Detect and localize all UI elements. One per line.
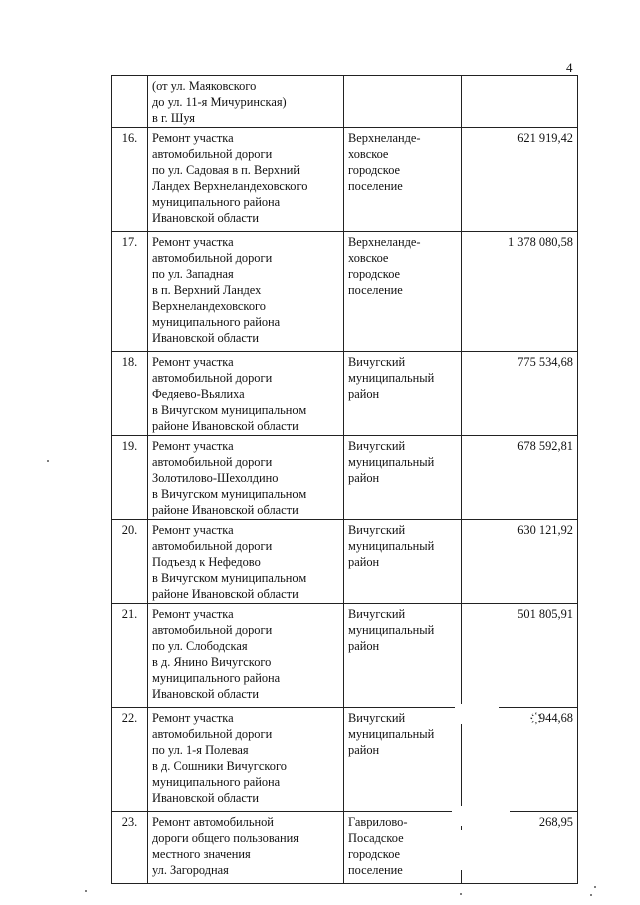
scan-blot xyxy=(452,806,510,826)
description-line: Ивановской области xyxy=(152,791,259,805)
description-line: Ремонт участка xyxy=(152,711,234,725)
amount: ҉ 944,68 xyxy=(462,708,578,812)
description-line: Ивановской области xyxy=(152,211,259,225)
row-number: 19. xyxy=(112,436,148,520)
description-line: районе Ивановской области xyxy=(152,587,299,601)
description-line: Ремонт участка xyxy=(152,355,234,369)
row-number: 20. xyxy=(112,520,148,604)
description-line: Ландех Верхнеландеховского xyxy=(152,179,308,193)
table-row xyxy=(112,352,578,436)
recipient-line: Вичугский xyxy=(348,607,406,621)
description-line: местного значения xyxy=(152,847,251,861)
scan-speck xyxy=(47,460,49,462)
description-line: в д. Сошники Вичугского xyxy=(152,759,287,773)
work-description xyxy=(148,232,344,352)
amount: 501 805,91 xyxy=(462,604,578,708)
recipient-line: городское xyxy=(348,847,401,861)
recipient-line: район xyxy=(348,555,380,569)
scan-speck xyxy=(594,886,596,888)
table-row xyxy=(112,232,578,352)
description-line: муниципального района xyxy=(152,195,281,209)
recipient xyxy=(344,436,462,520)
amount: 630 121,92 xyxy=(462,520,578,604)
description-line: дороги общего пользования xyxy=(152,831,299,845)
work-description xyxy=(148,604,344,708)
table-row xyxy=(112,128,578,232)
work-description xyxy=(148,352,344,436)
description-line: автомобильной дороги xyxy=(152,727,273,741)
recipient-line: Посадское xyxy=(348,831,404,845)
description-line: Ремонт участка xyxy=(152,131,234,145)
description-line: по ул. Садовая в п. Верхний xyxy=(152,163,301,177)
recipient xyxy=(344,76,462,128)
recipient-line: городское xyxy=(348,267,401,281)
work-description xyxy=(148,436,344,520)
row-number: 18. xyxy=(112,352,148,436)
amount: 678 592,81 xyxy=(462,436,578,520)
description-line: автомобильной дороги xyxy=(152,539,273,553)
recipient xyxy=(344,352,462,436)
amount: 621 919,42 xyxy=(462,128,578,232)
description-line: районе Ивановской области xyxy=(152,503,299,517)
description-line: ул. Загородная xyxy=(152,863,229,877)
description-line: в Вичугском муниципальном xyxy=(152,571,307,585)
page-number: 4 xyxy=(566,60,573,75)
row-number: 23. xyxy=(112,812,148,884)
recipient-line: Вичугский xyxy=(348,439,406,453)
recipient xyxy=(344,520,462,604)
description-line: по ул. 1-я Полевая xyxy=(152,743,249,757)
work-description xyxy=(148,128,344,232)
table-row xyxy=(112,520,578,604)
recipient-line: Верхнеланде- xyxy=(348,235,421,249)
description-line: Ремонт участка xyxy=(152,523,234,537)
description-line: автомобильной дороги xyxy=(152,455,273,469)
recipient-line: муниципальный xyxy=(348,623,435,637)
recipient-line: Вичугский xyxy=(348,711,406,725)
table-row xyxy=(112,708,578,812)
amount: 268,95 xyxy=(462,812,578,884)
description-line: автомобильной дороги xyxy=(152,147,273,161)
amount: 1 378 080,58 xyxy=(462,232,578,352)
description-line: до ул. 11-я Мичуринская) xyxy=(152,95,287,109)
recipient-line: муниципальный xyxy=(348,727,435,741)
recipient-line: район xyxy=(348,743,380,757)
work-description xyxy=(148,76,344,128)
row-number: 16. xyxy=(112,128,148,232)
recipient xyxy=(344,128,462,232)
table-row xyxy=(112,604,578,708)
work-description xyxy=(148,812,344,884)
description-line: в Вичугском муниципальном xyxy=(152,403,307,417)
description-line: Ремонт участка xyxy=(152,235,234,249)
recipient-line: Гаврилово- xyxy=(348,815,408,829)
row-number xyxy=(112,76,148,128)
table-row xyxy=(112,436,578,520)
description-line: Верхнеландеховского xyxy=(152,299,266,313)
work-description xyxy=(148,708,344,812)
recipient-line: Верхнеланде- xyxy=(348,131,421,145)
table-row xyxy=(112,76,578,128)
description-line: в Вичугском муниципальном xyxy=(152,487,307,501)
description-line: автомобильной дороги xyxy=(152,371,273,385)
recipient xyxy=(344,604,462,708)
recipient-line: Вичугский xyxy=(348,355,406,369)
description-line: Ремонт участка xyxy=(152,439,234,453)
amount xyxy=(462,76,578,128)
description-line: Ремонт автомобильной xyxy=(152,815,274,829)
recipient xyxy=(344,812,462,884)
recipient-line: ховское xyxy=(348,251,389,265)
recipient-line: поселение xyxy=(348,283,403,297)
recipient-line: поселение xyxy=(348,863,403,877)
description-line: в п. Верхний Ландех xyxy=(152,283,262,297)
recipient-line: район xyxy=(348,639,380,653)
description-line: по ул. Западная xyxy=(152,267,234,281)
description-line: в д. Янино Вичугского xyxy=(152,655,272,669)
recipient-line: район xyxy=(348,387,380,401)
description-line: Подъезд к Нефедово xyxy=(152,555,261,569)
description-line: Ремонт участка xyxy=(152,607,234,621)
amount: 775 534,68 xyxy=(462,352,578,436)
description-line: (от ул. Маяковского xyxy=(152,79,257,93)
recipient-line: район xyxy=(348,471,380,485)
recipient-line: Вичугский xyxy=(348,523,406,537)
description-line: Ивановской области xyxy=(152,687,259,701)
grants-table xyxy=(111,75,578,884)
recipient-line: поселение xyxy=(348,179,403,193)
recipient-line: муниципальный xyxy=(348,371,435,385)
description-line: автомобильной дороги xyxy=(152,251,273,265)
row-number: 21. xyxy=(112,604,148,708)
scan-speck xyxy=(85,890,87,892)
recipient xyxy=(344,708,462,812)
recipient xyxy=(344,232,462,352)
description-line: Федяево-Вьялиха xyxy=(152,387,245,401)
scan-speck xyxy=(460,893,462,895)
row-number: 22. xyxy=(112,708,148,812)
description-line: муниципального района xyxy=(152,315,281,329)
description-line: в г. Шуя xyxy=(152,111,195,125)
scan-blot xyxy=(455,704,499,724)
description-line: районе Ивановской области xyxy=(152,419,299,433)
description-line: автомобильной дороги xyxy=(152,623,273,637)
description-line: муниципального района xyxy=(152,671,281,685)
recipient-line: ховское xyxy=(348,147,389,161)
recipient-line: муниципальный xyxy=(348,455,435,469)
work-description xyxy=(148,520,344,604)
scan-blot xyxy=(453,830,563,870)
recipient-line: муниципальный xyxy=(348,539,435,553)
row-number: 17. xyxy=(112,232,148,352)
recipient-line: городское xyxy=(348,163,401,177)
description-line: муниципального района xyxy=(152,775,281,789)
scan-speck xyxy=(590,894,592,896)
description-line: Золотилово-Шехолдино xyxy=(152,471,279,485)
description-line: по ул. Слободская xyxy=(152,639,248,653)
description-line: Ивановской области xyxy=(152,331,259,345)
